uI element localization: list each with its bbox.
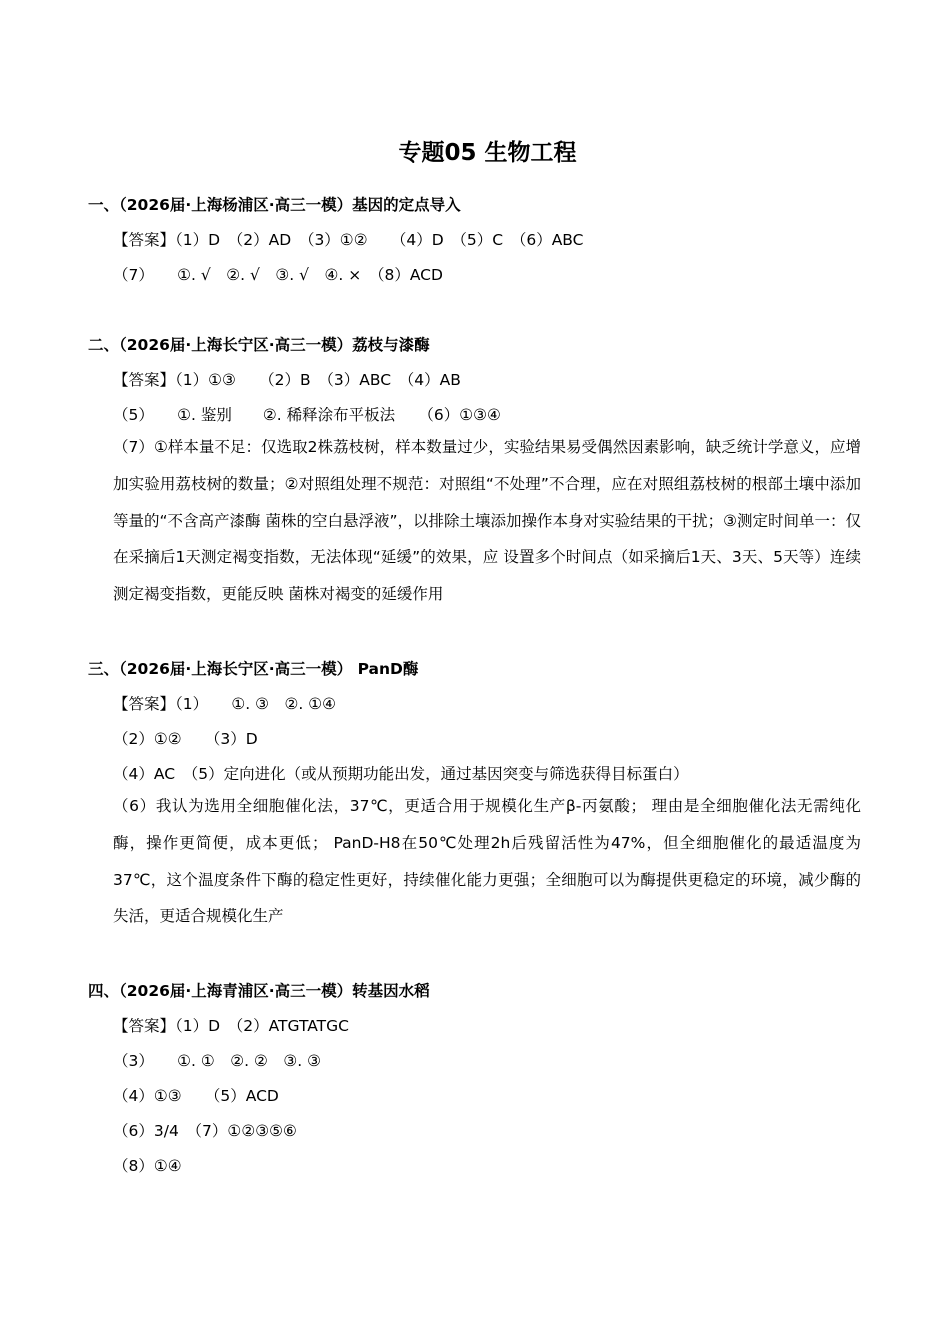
section-2-heading: 二、（2026届·上海长宁区·高三一模）荔枝与漆酶 [88, 336, 430, 354]
page-title: 专题05 生物工程 [398, 140, 577, 166]
section-3-answer-paragraph: （6）我认为选用全细胞催化法，37℃，更适合用于规模化生产β-丙氨酸； 理由是全细胞催化法无需纯化酶，操作更简便，成本更低； PanD-H8在50℃处理2h后残留活性为47%，但全细胞催化的最适温度为37℃，这个温度条件下酶的稳定性更好，持续催化能力更强；全细胞可以为酶提供更稳定的环境，减少酶的失活，更适合规模化生产 [113, 797, 861, 926]
section-4-heading: 四、（2026届·上海青浦区·高三一模）转基因水稻 [88, 982, 430, 1000]
section-3-heading: 三、（2026届·上海长宁区·高三一模） PanD酶 [88, 660, 419, 678]
section-3-answer-line-3: （4）AC （5）定向进化（或从预期功能出发，通过基因突变与筛选获得目标蛋白） [113, 765, 689, 783]
section-3-answer-line-1: 【答案】（1） ①. ③ ②. ①④ [113, 695, 337, 713]
section-1-answer-line-2: （7） ①. √ ②. √ ③. √ ④. × （8）ACD [113, 266, 443, 284]
section-4-answer-line-1: 【答案】（1）D （2）ATGTATGC [113, 1017, 349, 1035]
section-1-heading: 一、（2026届·上海杨浦区·高三一模）基因的定点导入 [88, 196, 461, 214]
section-4-answer-line-4: （6）3/4 （7）①②③⑤⑥ [113, 1122, 297, 1140]
section-4-answer-line-2: （3） ①. ① ②. ② ③. ③ [113, 1052, 322, 1070]
section-2-answer-line-1: 【答案】（1）①③ （2）B （3）ABC （4）AB [113, 371, 461, 389]
section-4-answer-line-5: （8）①④ [113, 1157, 182, 1175]
section-4-answer-line-3: （4）①③ （5）ACD [113, 1087, 279, 1105]
section-3-answer-line-2: （2）①② （3）D [113, 730, 258, 748]
section-1-answer-line-1: 【答案】（1）D （2）AD （3）①② （4）D （5）C （6）ABC [113, 231, 584, 249]
section-2-answer-paragraph: （7）①样本量不足：仅选取2株荔枝树，样本数量过少，实验结果易受偶然因素影响，缺乏统计学意义，应增加实验用荔枝树的数量；②对照组处理不规范：对照组“不处理”不合理，应在对照组荔枝树的根部土壤中添加等量的“不含高产漆酶 菌株的空白悬浮液”，以排除土壤添加操作本身对实验结果的干扰；③测定时间单一：仅在采摘后1天测定褐变指数，无法体现“延缓”的效果，应 设置多个时间点（如采摘后1天、3天、5天等）连续测定褐变指数，更能反映 菌株对褐变的延缓作用 [113, 438, 861, 604]
section-2-answer-line-2: （5） ①. 鉴别 ②. 稀释涂布平板法 （6）①③④ [113, 406, 501, 424]
